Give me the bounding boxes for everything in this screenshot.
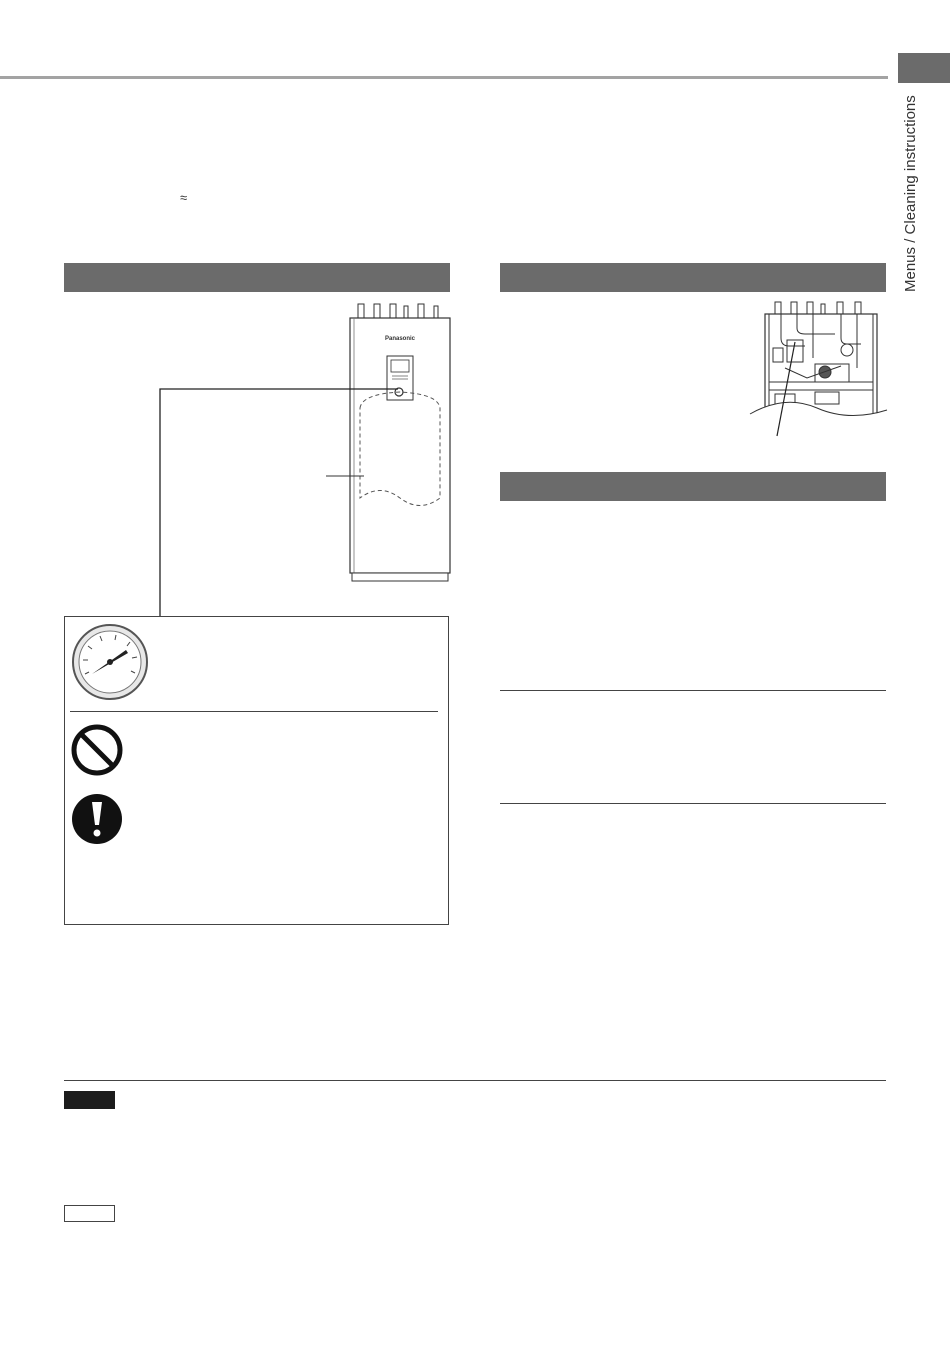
chapter-tab: [898, 53, 950, 83]
right-rule-2: [500, 803, 886, 804]
indoor-unit-illustration: [150, 298, 460, 618]
notes-rule: [64, 1080, 886, 1081]
note-badge-light: [64, 1205, 115, 1222]
section-bar-left: [64, 263, 450, 292]
prohibition-icon: [70, 723, 124, 777]
pipe-fittings: [358, 304, 438, 318]
exclamation-icon: [70, 792, 124, 846]
panel-divider: [70, 711, 438, 712]
approx-symbol: ≈: [180, 190, 188, 205]
header-rule: [0, 76, 888, 79]
note-badge-dark: [64, 1091, 115, 1109]
unit-interior-illustration: [745, 298, 890, 438]
pressure-gauge-icon: [70, 622, 150, 702]
chapter-title: Menus / Cleaning instructions: [902, 95, 919, 292]
brand-label: Panasonic: [384, 336, 416, 342]
section-bar-right-bottom: [500, 472, 886, 501]
section-bar-right-top: [500, 263, 886, 292]
right-rule-1: [500, 690, 886, 691]
